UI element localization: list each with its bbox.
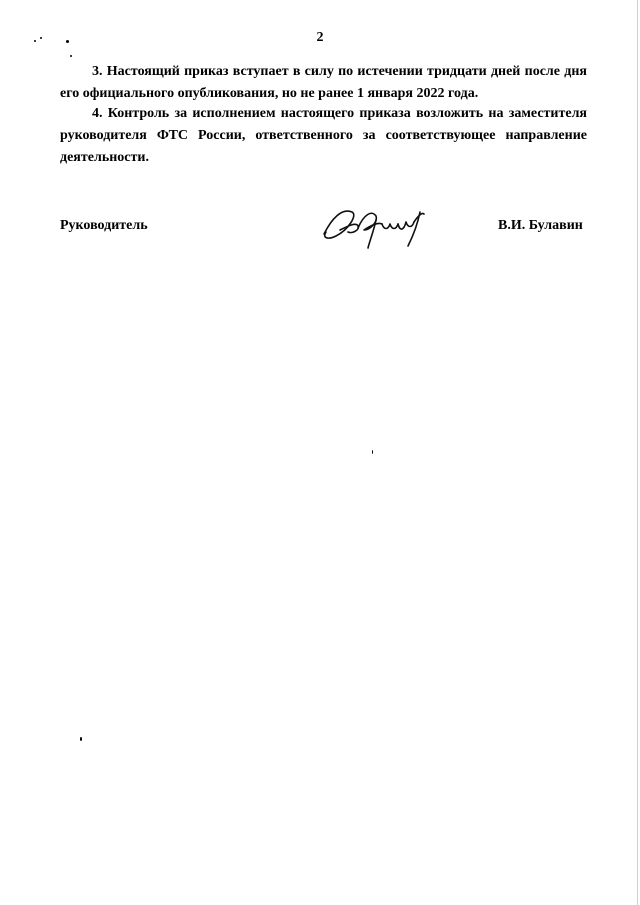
scan-speck (372, 450, 373, 454)
signer-role: Руководитель (60, 218, 148, 233)
paragraph-4: 4. Контроль за исполнением настоящего приказа возложить на заместителя руководителя ФТС России, ответственного за соответствующее направление деятельности. (60, 106, 587, 165)
signer-name: В.И. Булавин (498, 218, 583, 233)
scan-speck (70, 55, 72, 57)
handwritten-signature (318, 200, 436, 252)
scan-speck (80, 737, 82, 741)
scan-edge-line (637, 0, 638, 905)
paragraph-3: 3. Настоящий приказ вступает в силу по истечении тридцати дней после дня его официального опубликования, но не ранее 1 января 2022 года. (60, 64, 587, 101)
page-number: 2 (316, 30, 324, 45)
